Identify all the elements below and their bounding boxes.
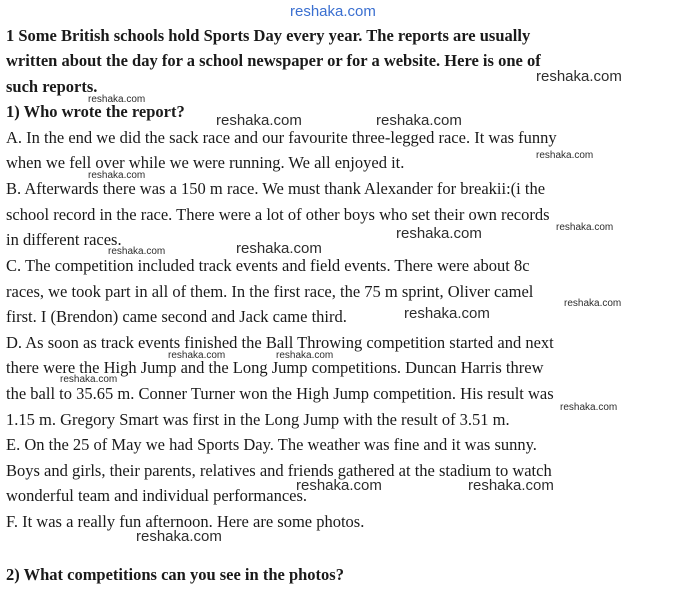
- watermark: reshaka.com: [136, 528, 222, 545]
- watermark: reshaka.com: [216, 112, 302, 129]
- watermark: reshaka.com: [468, 477, 554, 494]
- watermark: reshaka.com: [88, 170, 146, 181]
- paragraph-c-line-3: first. I (Brendon) came second and Jack came third.: [6, 307, 347, 326]
- paragraph-e-line-3: wonderful team and individual performances.: [6, 486, 308, 505]
- paragraph-a-line-2: when we fell over while we were running. We all enjoyed it.: [6, 153, 405, 172]
- watermark-top: reshaka.com: [290, 3, 376, 20]
- paragraph-f-line-1: F. It was a really fun afternoon. Here are some photos.: [6, 512, 365, 531]
- paragraph-e-line-1: E. On the 25 of May we had Sports Day. The weather was fine and it was sunny.: [6, 435, 537, 454]
- watermark: reshaka.com: [564, 298, 622, 309]
- paragraph-e-line-2: Boys and girls, their parents, relatives and friends gathered at the stadium to watch: [6, 461, 552, 480]
- task-intro-line-2: written about the day for a school newspaper or for a website. Here is one of: [6, 51, 541, 70]
- watermark: reshaka.com: [560, 402, 618, 413]
- watermark: reshaka.com: [536, 68, 622, 85]
- paragraph-c-line-1: C. The competition included track events and field events. There were about 8c: [6, 256, 530, 275]
- watermark: reshaka.com: [296, 477, 382, 494]
- paragraph-d-line-4: 1.15 m. Gregory Smart was first in the Long Jump with the result of 3.51 m.: [6, 410, 510, 429]
- watermark: reshaka.com: [404, 305, 490, 322]
- watermark: reshaka.com: [168, 350, 226, 361]
- watermark: reshaka.com: [536, 150, 594, 161]
- watermark: reshaka.com: [236, 240, 322, 257]
- watermark: reshaka.com: [376, 112, 462, 129]
- paragraph-d-line-2: there were the High Jump and the Long Jump competitions. Duncan Harris threw: [6, 358, 544, 377]
- watermark: reshaka.com: [88, 94, 146, 105]
- watermark: reshaka.com: [108, 246, 166, 257]
- watermark: reshaka.com: [556, 222, 614, 233]
- paragraph-d-line-1: D. As soon as track events finished the Ball Throwing competition started and next: [6, 333, 554, 352]
- question-2: 2) What competitions can you see in the photos?: [6, 565, 344, 584]
- paragraph-a-line-1: A. In the end we did the sack race and our favourite three-legged race. It was funny: [6, 128, 557, 147]
- question-1: 1) Who wrote the report?: [6, 102, 185, 121]
- paragraph-b-line-2: school record in the race. There were a lot of other boys who set their own records: [6, 205, 550, 224]
- task-intro-line-1: 1 Some British schools hold Sports Day every year. The reports are usually: [6, 26, 531, 45]
- watermark: reshaka.com: [276, 350, 334, 361]
- paragraph-b-line-3: in different races.: [6, 230, 122, 249]
- watermark: reshaka.com: [60, 374, 118, 385]
- task-intro-line-3: such reports.: [6, 77, 98, 96]
- watermark: reshaka.com: [396, 225, 482, 242]
- paragraph-d-line-3: the ball to 35.65 m. Conner Turner won the High Jump competition. His result was: [6, 384, 554, 403]
- paragraph-c-line-2: races, we took part in all of them. In the first race, the 75 m sprint, Oliver camel: [6, 282, 534, 301]
- paragraph-b-line-1: B. Afterwards there was a 150 m race. We must thank Alexander for breakii:(i the: [6, 179, 546, 198]
